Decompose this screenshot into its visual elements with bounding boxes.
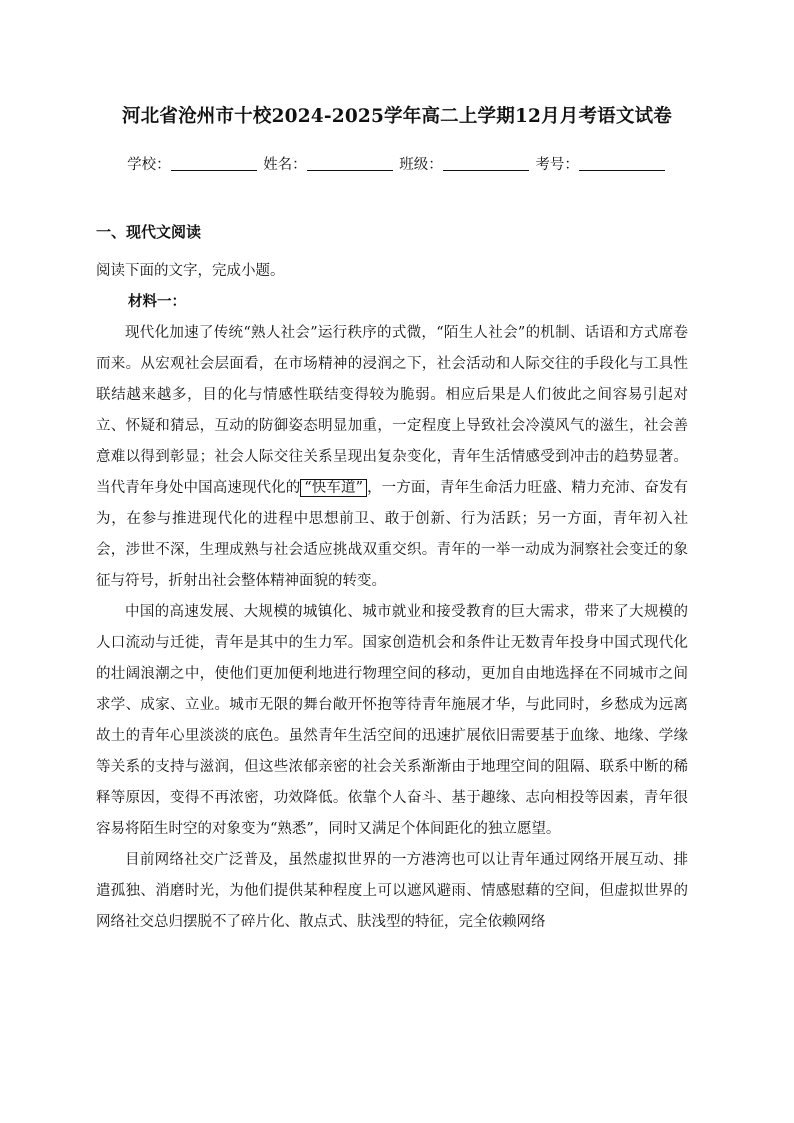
material-title: 材料一：: [128, 293, 186, 310]
class-blank: [443, 155, 529, 171]
name-blank: [307, 155, 393, 171]
exam-number-field: [535, 153, 667, 174]
school-field: [127, 153, 259, 174]
school-blank: [171, 155, 257, 171]
paragraph-3: 目前网络社交广泛普及，虽然虚拟世界的一方港湾也可以让青年通过网络开展互动、排遣孤独、消磨时光，为他们提供某种程度上可以遮风避雨、情感慰藉的空间，但虚拟世界的网络社交总归摆脱不了碎片化、散点式、肤浅型的特征，完全依赖网络: [96, 852, 688, 930]
boxed-term: “快车道”: [300, 479, 367, 497]
paragraph-1-part-b: ，一方面，青年生命活力旺盛、精力充沛、奋发有为，在参与推进现代化的进程中思想前卫、敢于创新、行为活跃；另一方面，青年初入社会，涉世不深，生理成熟与社会适应挑战双重交织。青年的一举一动成为洞察社会变迁的象征与符号，折射出社会整体精神面貌的转变。: [96, 480, 689, 589]
paragraph-1-part-a: 现代化加速了传统“熟人社会”运行秩序的式微，“陌生人社会”的机制、话语和方式席卷而来。从宏观社会层面看，在市场精神的浸润之下，社会活动和人际交往的手段化与工具性联结越来越多，目的化与情感性联结变得较为脆弱。相应后果是人们彼此之间容易引起对立、怀疑和猜忌，互动的防御姿态明显加重，一定程度上导致社会冷漠风气的滋生，社会善意难以得到彰显；社会人际交往关系呈现出复杂变化，青年生活情感受到冲击的趋势显著。当代青年身处中国高速现代化的: [96, 325, 688, 496]
reading-instruction: 阅读下面的文字，完成小题。: [96, 263, 285, 279]
name-field: [263, 153, 395, 174]
paragraph-1: [96, 318, 688, 597]
section-heading: 一、现代文阅读: [96, 223, 202, 241]
class-field: [399, 153, 531, 174]
material-body: [96, 318, 688, 938]
student-info-line: [0, 153, 794, 174]
name-label: 姓名：: [263, 157, 307, 173]
exam-title: 河北省沧州市十校2024-2025学年高二上学期12月月考语文试卷: [121, 106, 672, 127]
exam-number-blank: [579, 155, 665, 171]
school-label: 学校：: [127, 157, 171, 173]
class-label: 班级：: [399, 157, 443, 173]
paragraph-2: 中国的高速发展、大规模的城镇化、城市就业和接受教育的巨大需求，带来了大规模的人口流动与迁徙，青年是其中的生力军。国家创造机会和条件让无数青年投身中国式现代化的壮阔浪潮之中，使他们更加便利地进行物理空间的移动，更加自由地选择在不同城市之间求学、成家、立业。城市无限的舞台敞开怀抱等待青年施展才华，与此同时，乡愁成为远离故土的青年心里淡淡的底色。虽然青年生活空间的迅速扩展依旧需要基于血缘、地缘、学缘等关系的支持与滋润，但这些浓郁亲密的社会关系渐渐由于地理空间的阻隔、联系中断的稀释等原因，变得不再浓密，功效降低。依靠个人奋斗、基于趣缘、志向相投等因素，青年很容易将陌生时空的对象变为“熟悉”，同时又满足个体间距化的独立愿望。: [96, 604, 688, 837]
exam-number-label: 考号：: [535, 157, 579, 173]
